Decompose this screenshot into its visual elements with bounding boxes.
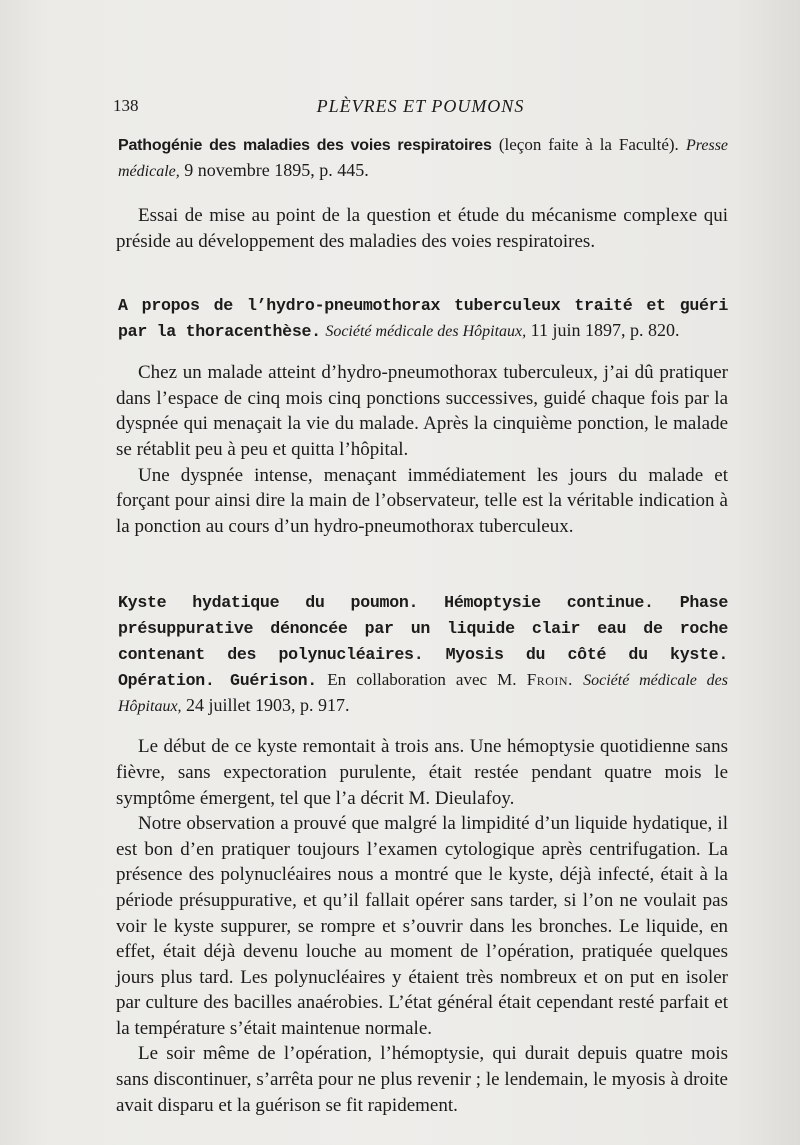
entry-citation: 9 novembre 1895, p. 445. bbox=[184, 160, 369, 180]
entry-heading bbox=[116, 589, 728, 719]
entry-source: Société médicale des Hôpitaux, bbox=[118, 672, 728, 716]
running-head bbox=[113, 96, 728, 120]
entry-collaboration: En collaboration avec M. bbox=[327, 670, 517, 690]
page-number: 138 bbox=[113, 96, 139, 115]
entry-paragraph: Notre observation a prouvé que malgré la limpidité d’un liquide hydatique, il est bon d’en pratiquer toujours l’examen cytologique après centrifugation. La présence des polynucléaires nous a montré que le kyste, déjà infecté, était à la période présuppurative, et qu’il fallait opérer sans tarder, si l’on ne voulait pas voir le kyste suppurer, se rompre et s’ouvrir dans les bronches. Le liquide, en effet, était déjà devenu louche au moment de l’opération, pratiquée quelques jours plus tard. Les polynucléaires y étaient très nombreux et on put en isoler par culture des bacilles anaérobies. L’état général était cependant resté parfait et la température s’était maintenue normale. bbox=[116, 813, 728, 1039]
entry-note: (leçon faite à la Faculté). bbox=[498, 135, 679, 154]
entry-paragraph: Le début de ce kyste remontait à trois ans. Une hémoptysie quotidienne sans fièvre, sans expectoration purulente, était restée pendant quatre mois le symptôme émergent, tel que l’a décrit M. Dieulafoy. bbox=[116, 736, 728, 809]
entry-source: Société médicale des Hôpitaux, bbox=[325, 323, 527, 341]
entry-title: Pathogénie des maladies des voies respiratoires bbox=[118, 137, 492, 154]
entry-collaborator: Froin. bbox=[526, 670, 573, 690]
entry-citation: 11 juin 1897, p. 820. bbox=[530, 320, 680, 341]
entry-citation: 24 juillet 1903, p. 917. bbox=[186, 695, 350, 716]
bibliography-entry-2 bbox=[116, 292, 728, 539]
bibliography-entry-3 bbox=[116, 589, 728, 1118]
entry-paragraph: Une dyspnée intense, menaçant immédiatement les jours du malade et forçant pour ainsi dire la main de l’observateur, telle est la véritable indication à la ponction au cours d’un hydro-pneumothorax tuberculeux. bbox=[116, 464, 728, 537]
entry-title: A propos de l’hydro-pneumothorax tuberculeux traité et guéri par la thoracenthèse. bbox=[118, 296, 728, 342]
entry-heading bbox=[116, 132, 728, 184]
entry-paragraph: Essai de mise au point de la question et étude du mécanisme complexe qui préside au développement des maladies des voies respiratoires. bbox=[116, 205, 728, 252]
entry-title: Kyste hydatique du poumon. Hémoptysie continue. Phase présuppurative dénoncée par un liquide clair eau de roche contenant des polynucléaires. Myosis du côté du kyste. Opération. Guérison. bbox=[118, 593, 728, 691]
entry-heading bbox=[116, 292, 728, 344]
entry-paragraph: Chez un malade atteint d’hydro-pneumothorax tuberculeux, j’ai dû pratiquer dans l’espace de cinq mois cinq ponctions successives, guidé chaque fois par la dyspnée qui menaçait la vie du malade. Après la cinquième ponction, le malade se rétablit peu à peu et quitta l’hôpital. bbox=[116, 362, 728, 460]
running-title: PLÈVRES ET POUMONS bbox=[316, 96, 525, 116]
bibliography-entry-1 bbox=[116, 132, 728, 254]
page-body bbox=[116, 132, 728, 1118]
entry-paragraph: Le soir même de l’opération, l’hémoptysie, qui durait depuis quatre mois sans discontinuer, s’arrêta pour ne plus revenir ; le lendemain, le myosis à droite avait disparu et la guérison se fit rapidement. bbox=[116, 1043, 728, 1116]
entry-source: Presse médicale, bbox=[118, 137, 729, 180]
